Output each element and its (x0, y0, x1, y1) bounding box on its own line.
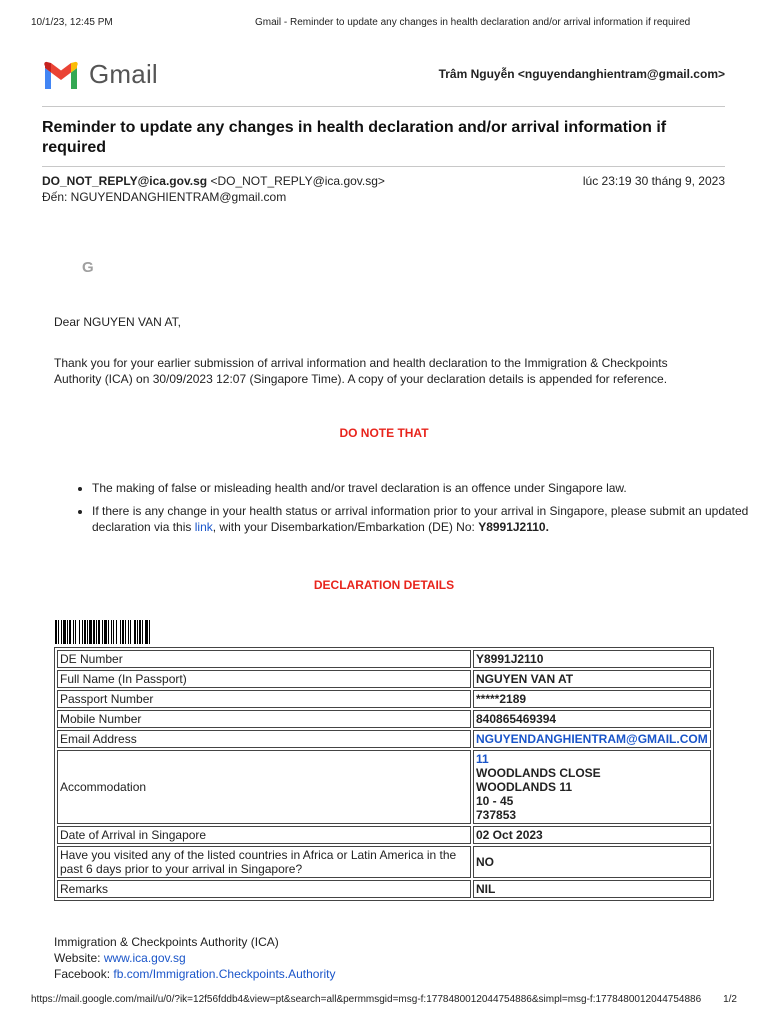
gmail-wordmark: Gmail (89, 59, 158, 89)
page-number: 1/2 (723, 994, 737, 1005)
table-row (57, 690, 711, 708)
de-number: Y8991J2110. (478, 520, 549, 534)
barcode-image (55, 620, 201, 644)
print-datetime: 10/1/23, 12:45 PM (31, 17, 113, 28)
facebook-link[interactable]: fb.com/Immigration.Checkpoints.Authority (113, 967, 336, 981)
row-value: *****2189 (473, 690, 711, 708)
table-row (57, 650, 711, 668)
website-label: Website: (54, 951, 104, 965)
table-row (57, 730, 711, 748)
row-label: Full Name (In Passport) (57, 670, 471, 688)
sender-address: <DO_NOT_REPLY@ica.gov.sg> (210, 174, 385, 188)
table-row (57, 750, 711, 824)
row-label: Passport Number (57, 690, 471, 708)
list-item (92, 503, 752, 535)
email-address-link[interactable]: NGUYENDANGHIENTRAM@GMAIL.COM (476, 732, 708, 746)
block-number-link[interactable]: 11 (476, 752, 489, 766)
signature-block (54, 934, 335, 982)
row-label: Have you visited any of the listed countries in Africa or Latin America in the past 6 days prior to your arrival in Singapore? (57, 846, 471, 878)
print-header (31, 17, 737, 31)
accommodation-line: WOODLANDS 11 (476, 780, 573, 794)
avatar-icon: G (82, 259, 94, 276)
update-declaration-link[interactable]: link (194, 520, 213, 534)
gmail-logo[interactable] (42, 59, 158, 90)
row-value (473, 730, 711, 748)
print-url: https://mail.google.com/mail/u/0/?ik=12f56fddb4&view=pt&search=all&permmsgid=msg-f:1778480012044754886&simpl=msg-f:1778480012044754886 (31, 994, 702, 1005)
row-value: NO (473, 846, 711, 878)
table-row (57, 846, 711, 878)
list-item: • The making of false or misleading health and/or travel declaration is an offence under Singapore law. (92, 480, 752, 496)
note-heading: DO NOTE THAT (339, 426, 429, 440)
row-label: Email Address (57, 730, 471, 748)
gmail-m-icon (42, 61, 80, 89)
accommodation-line (476, 752, 708, 766)
row-value: 02 Oct 2023 (473, 826, 711, 844)
accommodation-line: WOODLANDS CLOSE (476, 766, 601, 780)
website-line (54, 950, 335, 966)
greeting: Dear NGUYEN VAN AT, (54, 315, 181, 329)
email-subject: Reminder to update any changes in health declaration and/or arrival information if required (42, 119, 667, 156)
website-link[interactable]: www.ica.gov.sg (103, 951, 186, 965)
row-label: Accommodation (57, 750, 471, 824)
row-value: NGUYEN VAN AT (473, 670, 711, 688)
row-label: DE Number (57, 650, 471, 668)
declaration-table (54, 647, 714, 901)
account-name: Trâm Nguyễn <nguyendanghientram@gmail.com> (438, 67, 725, 81)
note-text: If there is any change in your health status or arrival information prior to your arrival in Singapore, please submit an updated declaration via this (92, 504, 749, 534)
table-row (57, 826, 711, 844)
row-value: 840865469394 (473, 710, 711, 728)
note-text: , with your Disembarkation/Embarkation (DE) No: (212, 520, 479, 534)
facebook-line (54, 966, 335, 982)
email-date: lúc 23:19 30 tháng 9, 2023 (582, 174, 725, 188)
accommodation-line: 737853 (476, 808, 517, 822)
divider (42, 166, 725, 167)
row-label: Remarks (57, 880, 471, 898)
email-meta (42, 173, 725, 205)
row-label: Date of Arrival in Singapore (57, 826, 471, 844)
facebook-label: Facebook: (54, 967, 114, 981)
table-row (57, 670, 711, 688)
intro-paragraph: Thank you for your earlier submission of arrival information and health declaration to the Immigration & Checkpoints Authority (ICA) on 30/09/2023 12:07 (Singapore Time). A copy of your declaration details is appended for reference. (54, 356, 668, 386)
table-row (57, 880, 711, 898)
notes-list (54, 480, 752, 542)
row-value (473, 750, 711, 824)
row-value: Y8991J2110 (473, 650, 711, 668)
print-footer (31, 994, 737, 1005)
row-label: Mobile Number (57, 710, 471, 728)
accommodation-line: 10 - 45 (476, 794, 514, 808)
divider (42, 106, 725, 107)
print-page-title: Gmail - Reminder to update any changes in health declaration and/or arrival information if required (255, 17, 691, 28)
org-name: Immigration & Checkpoints Authority (ICA) (54, 935, 279, 949)
sender-name: DO_NOT_REPLY@ica.gov.sg (42, 174, 208, 188)
gmail-header (42, 56, 725, 92)
table-row (57, 710, 711, 728)
row-value: NIL (473, 880, 711, 898)
details-heading: DECLARATION DETAILS (313, 578, 455, 592)
recipient-line: Đến: NGUYENDANGHIENTRAM@gmail.com (42, 190, 287, 204)
